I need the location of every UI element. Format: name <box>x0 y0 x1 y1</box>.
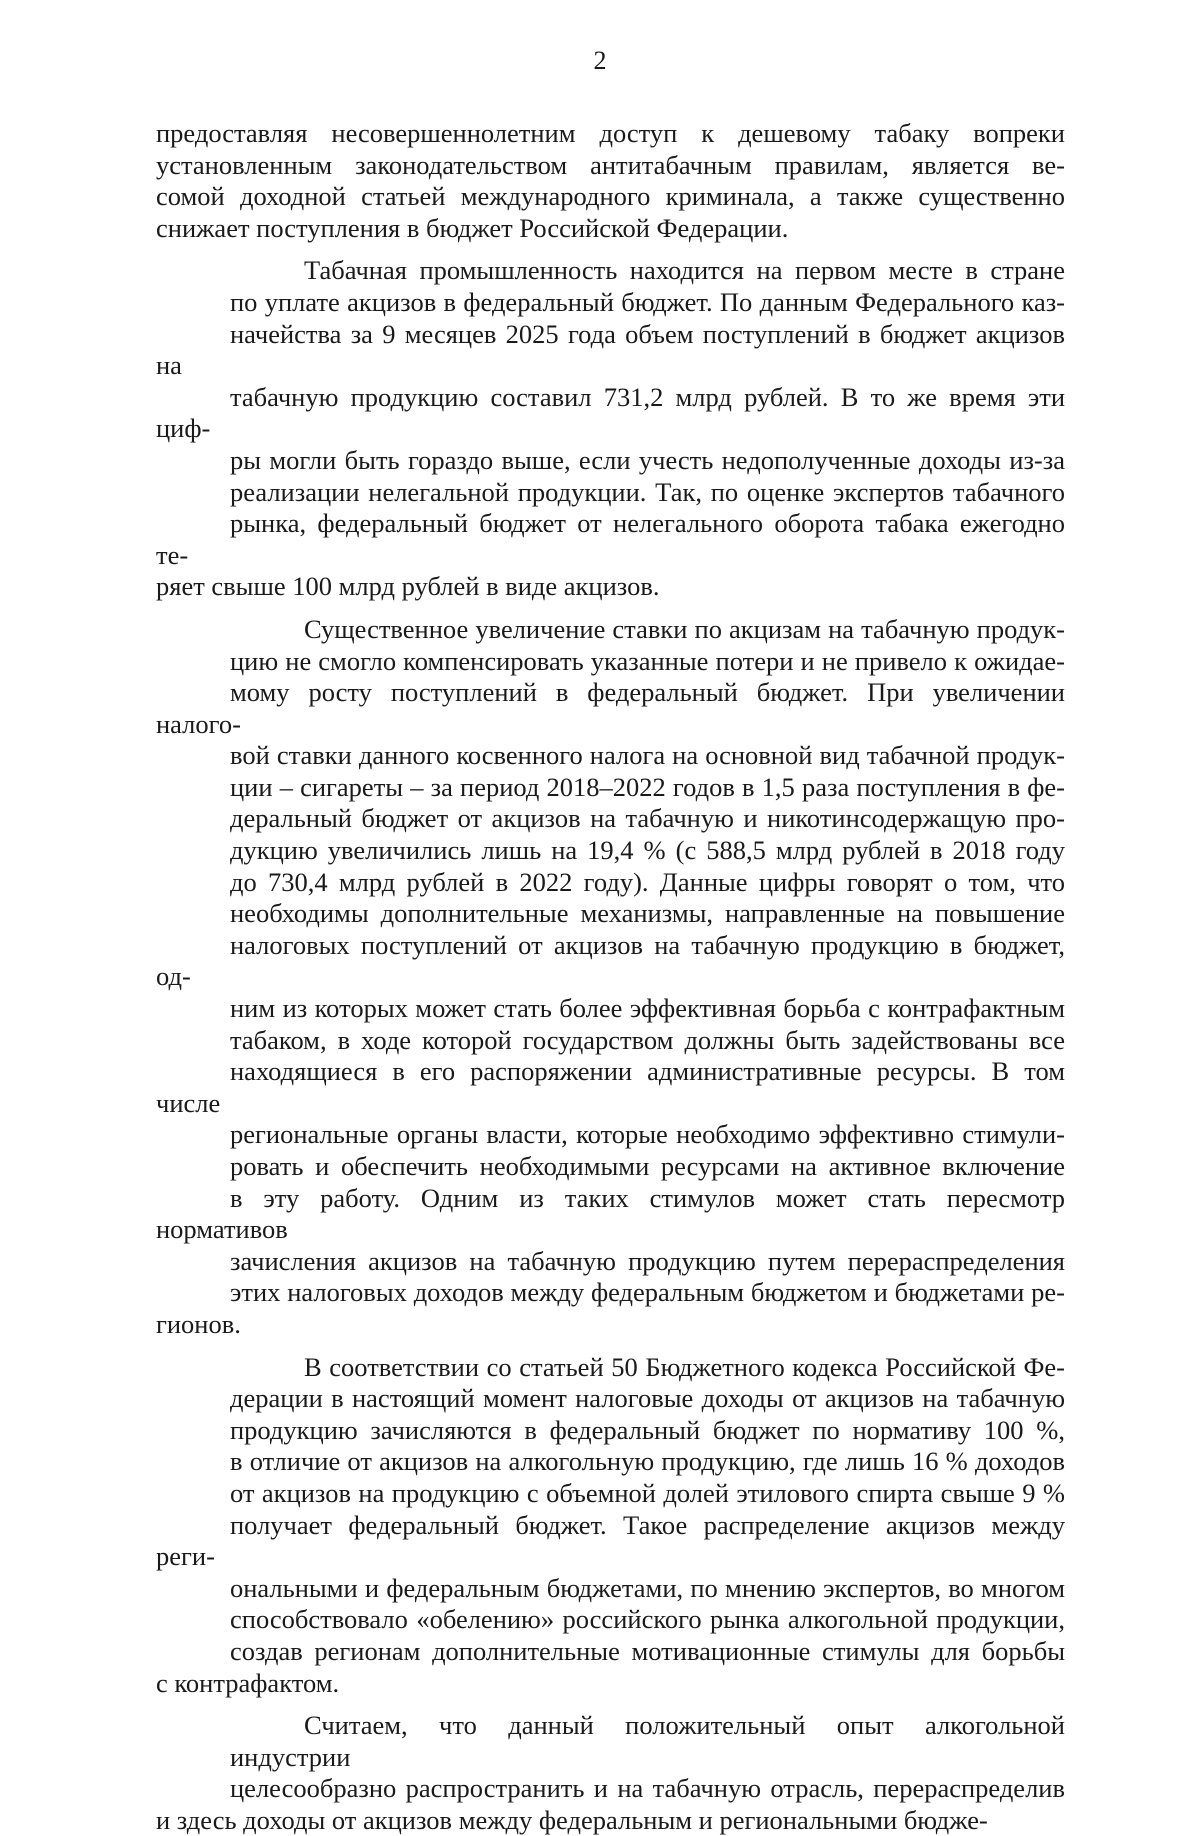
text-line: от акцизов на продукцию с объемной долей этилового спирта свыше 9 % <box>230 1477 1065 1508</box>
text-line: ции – сигареты – за период 2018–2022 годов в 1,5 раза поступления в фе- <box>230 771 1065 802</box>
text-line: получает федеральный бюджет. Такое распределение акцизов между реги- <box>156 1509 1065 1572</box>
page-number: 2 <box>593 46 607 75</box>
text-line: продукцию зачисляются в федеральный бюджет по нормативу 100 %, <box>230 1414 1065 1445</box>
text-line: снижает поступления в бюджет Российской Федерации. <box>156 212 789 243</box>
text-line: рынка, федеральный бюджет от нелегального оборота табака ежегодно те- <box>156 508 1065 570</box>
paragraph-3 <box>156 614 1065 1341</box>
paragraph-2 <box>156 255 1065 603</box>
text-line: реализации нелегальной продукции. Так, по оценке экспертов табачного <box>230 476 1065 507</box>
text-line: ряет свыше 100 млрд рублей в виде акцизов. <box>156 571 660 602</box>
text-line: деральный бюджет от акцизов на табачную и никотинсодержащую про- <box>230 803 1065 834</box>
text-line: дукцию увеличились лишь на 19,4 % (с 588,5 млрд рублей в 2018 году <box>230 835 1065 866</box>
paragraph-4 <box>156 1352 1065 1700</box>
text-line: мому росту поступлений в федеральный бюджет. При увеличении налого- <box>156 677 1065 739</box>
text-line: налоговых поступлений от акцизов на табачную продукцию в бюджет, од- <box>156 929 1065 992</box>
text-line: региональные органы власти, которые необходимо эффективно стимули- <box>230 1119 1065 1150</box>
text-line: ры могли быть гораздо выше, если учесть недополученные доходы из-за <box>230 444 1065 475</box>
text-line: до 730,4 млрд рублей в 2022 году). Данные цифры говорят о том, что <box>230 866 1065 897</box>
text-line: находящиеся в его распоряжении административные ресурсы. В том числе <box>156 1056 1065 1118</box>
text-line: с контрафактом. <box>156 1667 340 1698</box>
paragraph-5 <box>156 1710 1065 1836</box>
document-body <box>156 118 1065 1836</box>
text-line: зачисления акцизов на табачную продукцию путем перераспределения <box>230 1245 1065 1276</box>
text-line: способствовало «обелению» российского рынка алкогольной продукции, <box>230 1604 1065 1635</box>
text-line: установленным законодательством антитабачным правилам, является ве- <box>156 149 1065 180</box>
text-line: создав регионам дополнительные мотивационные стимулы для борьбы <box>230 1635 1065 1666</box>
text-line: вой ставки данного косвенного налога на основной вид табачной продук- <box>230 740 1065 771</box>
text-line: в эту работу. Одним из таких стимулов может стать пересмотр нормативов <box>156 1182 1065 1245</box>
text-line: необходимы дополнительные механизмы, направленные на повышение <box>230 898 1065 929</box>
text-line: цию не смогло компенсировать указанные потери и не привело к ожидае- <box>230 645 1065 676</box>
text-line: гионов. <box>156 1308 241 1339</box>
text-line: табачную продукцию составил 731,2 млрд рублей. В то же время эти циф- <box>156 381 1065 444</box>
text-line: и здесь доходы от акцизов между федеральным и региональными бюдже- <box>156 1804 988 1835</box>
text-line: этих налоговых доходов между федеральным бюджетом и бюджетами ре- <box>230 1277 1065 1308</box>
text-line: Считаем, что данный положительный опыт алкогольной индустрии <box>230 1710 1065 1772</box>
text-line: дерации в настоящий момент налоговые доходы от акцизов на табачную <box>230 1383 1065 1414</box>
text-line: в отличие от акцизов на алкогольную продукцию, где лишь 16 % доходов <box>230 1446 1065 1477</box>
text-line: сомой доходной статьей международного криминала, а также существенно <box>156 181 1065 212</box>
text-line: предоставляя несовершеннолетним доступ к дешевому табаку вопреки <box>156 118 1065 148</box>
text-line: ним из которых может стать более эффективная борьба с контрафактным <box>230 993 1065 1024</box>
text-line: начейства за 9 месяцев 2025 года объем поступлений в бюджет акцизов на <box>156 318 1065 381</box>
text-line: Табачная промышленность находится на первом месте в стране <box>304 255 1065 286</box>
text-line: по уплате акцизов в федеральный бюджет. По данным Федерального каз- <box>230 286 1065 317</box>
paragraph-1 <box>156 118 1065 244</box>
text-line: ровать и обеспечить необходимыми ресурсами на активное включение <box>230 1151 1065 1181</box>
text-line: табаком, в ходе которой государством должны быть задействованы все <box>230 1024 1065 1055</box>
text-line: целесообразно распространить и на табачную отрасль, перераспределив <box>230 1773 1065 1804</box>
text-line: ональными и федеральным бюджетами, по мнению экспертов, во многом <box>230 1572 1065 1603</box>
text-line: Существенное увеличение ставки по акцизам на табачную продук- <box>304 613 1065 644</box>
text-line: В соответствии со статьей 50 Бюджетного кодекса Российской Фе- <box>304 1351 1065 1382</box>
